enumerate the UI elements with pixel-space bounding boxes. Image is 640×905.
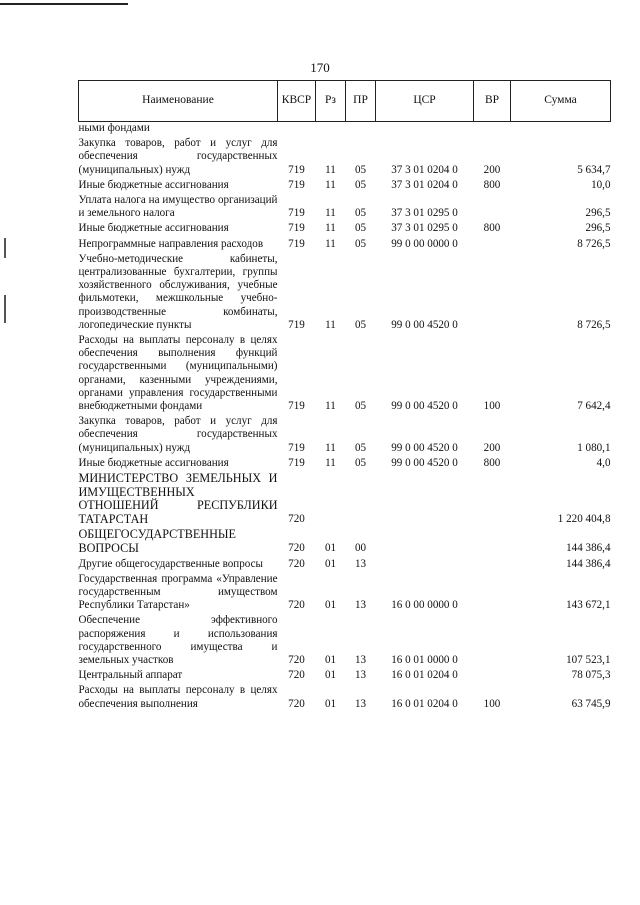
table-row: [79, 612, 611, 667]
cell-kvsr: 720: [288, 669, 305, 682]
table-row: [79, 571, 611, 613]
cell-csr: 99 0 00 4520 0: [391, 318, 458, 331]
cell-name: ными фондами: [78, 122, 150, 134]
table-row: [79, 332, 611, 413]
cell-rz: [316, 122, 346, 136]
cell-name: МИНИСТЕРСТВО ЗЕМЕЛЬНЫХ И ИМУЩЕСТВЕННЫХ ОТНОШЕНИЙ РЕСПУБЛИКИ ТАТАРСТАН: [78, 471, 278, 526]
cell-rz: 11: [325, 222, 336, 235]
cell-vr: 100: [483, 697, 501, 710]
cell-pr: 05: [354, 441, 367, 454]
table-row: [79, 177, 611, 192]
cell-pr: 05: [354, 222, 367, 235]
table-row: [79, 526, 611, 555]
cell-kvsr: 720: [288, 697, 305, 710]
cell-rz: 01: [324, 654, 337, 667]
cell-rz: 11: [325, 163, 336, 176]
table-row: [79, 470, 611, 526]
cell-name: Другие общегосударственные вопросы: [78, 557, 263, 570]
cell-pr: 05: [354, 400, 367, 413]
table-row: [79, 135, 611, 177]
cell-vr: [474, 470, 511, 526]
cell-name: ОБЩЕГОСУДАРСТВЕННЫЕ ВОПРОСЫ: [78, 527, 236, 556]
cell-sum: 1 080,1: [577, 441, 611, 454]
cell-vr: 800: [483, 222, 501, 235]
budget-table: [78, 80, 611, 711]
table-row: [79, 556, 611, 571]
cell-sum: 144 386,4: [566, 557, 611, 570]
cell-sum: 8 726,5: [577, 237, 611, 250]
cell-rz: 11: [325, 318, 336, 331]
cell-sum: 1 220 404,8: [557, 513, 611, 526]
cell-rz: 01: [324, 669, 337, 682]
cell-rz: 01: [324, 697, 337, 710]
cell-name: Расходы на выплаты персоналу в целях обеспечения выполнения функций государственными (муниципальными) органами, казенными учреждениями, органами управления государственными внебюджетными фондами: [78, 334, 278, 413]
cell-sum: 7 642,4: [577, 400, 611, 413]
cell-name: Закупка товаров, работ и услуг для обеспечения государственных (муниципальных) нужд: [78, 415, 278, 454]
cell-csr: 16 0 00 0000 0: [391, 599, 458, 612]
cell-vr: 800: [483, 178, 501, 191]
top-edge-line: [0, 3, 128, 5]
cell-kvsr: 720: [288, 599, 305, 612]
cell-pr: 13: [354, 599, 367, 612]
cell-kvsr: 719: [288, 318, 305, 331]
cell-sum: 143 672,1: [566, 599, 611, 612]
cell-csr: 99 0 00 4520 0: [391, 441, 458, 454]
cell-rz: 11: [325, 237, 336, 250]
cell-pr: 13: [354, 654, 367, 667]
cell-csr: 37 3 01 0295 0: [391, 222, 458, 235]
scan-mark: [4, 238, 6, 258]
cell-rz: 01: [324, 542, 337, 555]
cell-name: Обеспечение эффективного распоряжения и использования государственного имущества и земельных участков: [78, 614, 278, 667]
cell-pr: 05: [354, 163, 367, 176]
cell-csr: 16 0 01 0000 0: [391, 654, 458, 667]
cell-vr: [474, 122, 511, 136]
cell-csr: 99 0 00 0000 0: [391, 237, 458, 250]
cell-rz: 11: [325, 456, 336, 469]
cell-vr: [474, 526, 511, 555]
cell-vr: 800: [483, 456, 501, 469]
cell-kvsr: [278, 122, 316, 136]
cell-vr: [474, 236, 511, 251]
cell-sum: [511, 122, 611, 136]
cell-vr: 100: [483, 400, 501, 413]
cell-kvsr: 720: [288, 654, 305, 667]
cell-name: Учебно-методические кабинеты, централизованные бухгалтерии, группы хозяйственного обслуживания, учебные фильмотеки, межшкольные учебно-производственные комбинаты, логопедические пункты: [78, 252, 278, 331]
header-name: Наименование: [79, 81, 278, 122]
cell-csr: [376, 556, 474, 571]
cell-sum: 296,5: [585, 222, 611, 235]
cell-kvsr: 720: [288, 513, 305, 526]
cell-pr: 13: [354, 557, 367, 570]
cell-kvsr: 719: [288, 207, 305, 220]
header-rz: Рз: [316, 81, 346, 122]
cell-rz: 11: [325, 441, 336, 454]
cell-pr: 05: [354, 456, 367, 469]
table-row: [79, 236, 611, 251]
cell-sum: 78 075,3: [571, 669, 611, 682]
cell-pr: 05: [354, 207, 367, 220]
cell-csr: [376, 122, 474, 136]
cell-name: Государственная программа «Управление государственным имуществом Республики Татарстан»: [78, 572, 278, 612]
table-row: [79, 455, 611, 470]
cell-pr: 05: [354, 237, 367, 250]
cell-sum: 4,0: [596, 456, 611, 469]
cell-rz: 01: [324, 599, 337, 612]
cell-csr: 37 3 01 0204 0: [391, 163, 458, 176]
table-row: [79, 220, 611, 235]
table-row: [79, 122, 611, 136]
cell-name: Расходы на выплаты персоналу в целях обеспечения выполнения: [78, 684, 278, 710]
cell-csr: [376, 470, 474, 526]
cell-csr: 37 3 01 0295 0: [391, 207, 458, 220]
cell-csr: 99 0 00 4520 0: [391, 456, 458, 469]
cell-pr: 05: [354, 178, 367, 191]
page-number: 170: [310, 60, 330, 75]
cell-csr: 99 0 00 4520 0: [391, 400, 458, 413]
header-pr: ПР: [346, 81, 376, 122]
cell-sum: 107 523,1: [566, 654, 611, 667]
table-row: [79, 682, 611, 710]
cell-name: Закупка товаров, работ и услуг для обеспечения государственных (муниципальных) нужд: [78, 137, 278, 176]
cell-sum: 10,0: [591, 178, 611, 191]
table-body: [79, 122, 611, 711]
cell-vr: 200: [483, 441, 501, 454]
table-row: [79, 413, 611, 455]
table-row: [79, 251, 611, 332]
cell-name: Иные бюджетные ассигнования: [78, 178, 229, 191]
cell-name: Уплата налога на имущество организаций и земельного налога: [78, 194, 278, 220]
cell-rz: 11: [325, 207, 336, 220]
cell-kvsr: 719: [288, 163, 305, 176]
cell-rz: 11: [325, 178, 336, 191]
cell-csr: [376, 526, 474, 555]
scan-mark: [4, 295, 6, 323]
cell-name: Иные бюджетные ассигнования: [78, 222, 229, 235]
cell-kvsr: 719: [288, 237, 305, 250]
cell-pr: 13: [354, 697, 367, 710]
cell-name: Иные бюджетные ассигнования: [78, 456, 229, 469]
cell-vr: [474, 667, 511, 682]
table-row: [79, 667, 611, 682]
cell-vr: [474, 192, 511, 220]
cell-kvsr: 719: [288, 400, 305, 413]
cell-kvsr: 719: [288, 178, 305, 191]
cell-sum: 296,5: [585, 207, 611, 220]
cell-kvsr: 720: [288, 542, 305, 555]
cell-vr: [474, 556, 511, 571]
cell-pr: 13: [354, 669, 367, 682]
header-csr: ЦСР: [376, 81, 474, 122]
cell-kvsr: 719: [288, 222, 305, 235]
cell-rz: [316, 470, 346, 526]
cell-kvsr: 719: [288, 441, 305, 454]
cell-pr: [346, 470, 376, 526]
cell-vr: [474, 251, 511, 332]
cell-vr: [474, 571, 511, 613]
cell-pr: 00: [354, 542, 367, 555]
cell-kvsr: 720: [288, 557, 305, 570]
cell-pr: 05: [354, 318, 367, 331]
cell-csr: 16 0 01 0204 0: [391, 669, 458, 682]
header-vr: ВР: [474, 81, 511, 122]
cell-sum: 5 634,7: [577, 163, 611, 176]
table-row: [79, 192, 611, 220]
cell-rz: 11: [325, 400, 336, 413]
cell-name: Непрограммные направления расходов: [78, 237, 264, 250]
cell-csr: 16 0 01 0204 0: [391, 697, 458, 710]
cell-name: Центральный аппарат: [78, 669, 183, 682]
cell-rz: 01: [324, 557, 337, 570]
cell-pr: [346, 122, 376, 136]
cell-csr: 37 3 01 0204 0: [391, 178, 458, 191]
cell-kvsr: 719: [288, 456, 305, 469]
header-sum: Сумма: [511, 81, 611, 122]
table-header-row: [79, 81, 611, 122]
cell-vr: [474, 612, 511, 667]
cell-sum: 144 386,4: [566, 542, 611, 555]
cell-vr: 200: [483, 163, 501, 176]
cell-sum: 8 726,5: [577, 318, 611, 331]
cell-sum: 63 745,9: [571, 697, 611, 710]
header-kvsr: КВСР: [278, 81, 316, 122]
